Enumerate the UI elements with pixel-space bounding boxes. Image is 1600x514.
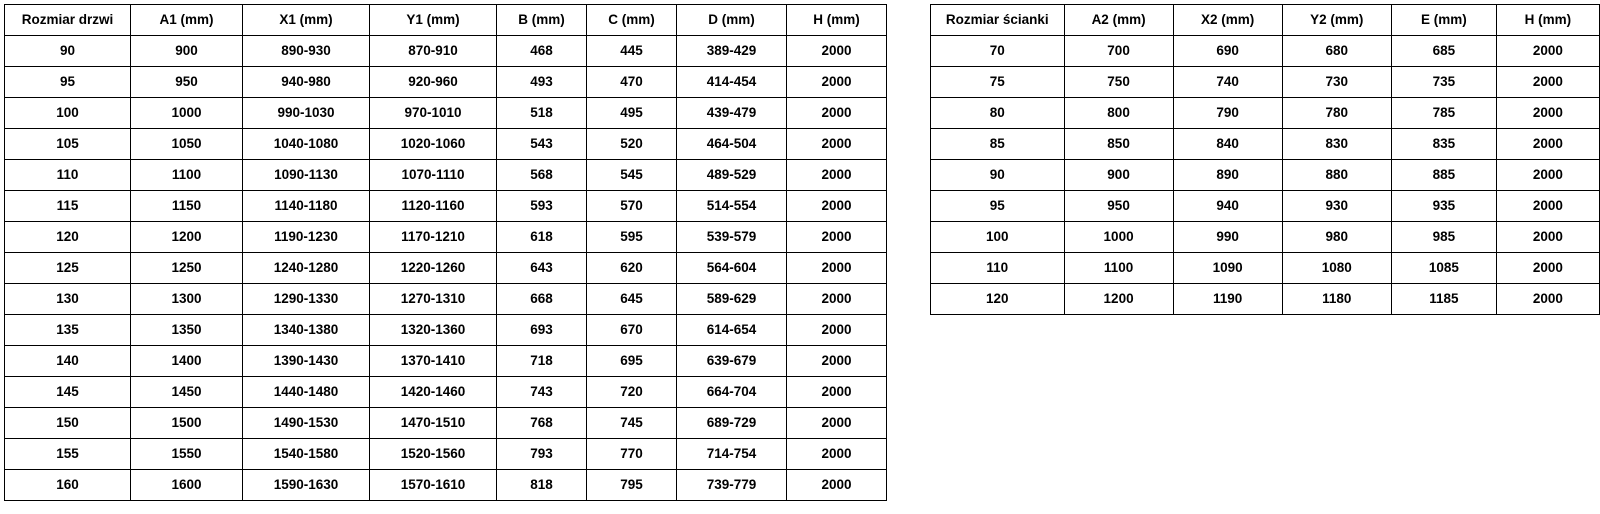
table-row [5, 315, 887, 346]
table-cell: 714-754 [677, 439, 787, 470]
column-header: Rozmiar drzwi [5, 5, 131, 36]
table-cell: 1085 [1391, 253, 1496, 284]
table-row [5, 36, 887, 67]
table-cell: 1490-1530 [243, 408, 370, 439]
table-cell: 100 [5, 98, 131, 129]
table-cell: 980 [1282, 222, 1391, 253]
table-cell: 990-1030 [243, 98, 370, 129]
table-row [5, 191, 887, 222]
table-cell: 414-454 [677, 67, 787, 98]
table-cell: 593 [497, 191, 587, 222]
table-cell: 2000 [787, 222, 887, 253]
table-cell: 1470-1510 [370, 408, 497, 439]
table-row [5, 408, 887, 439]
table-cell: 618 [497, 222, 587, 253]
table-cell: 1100 [1064, 253, 1173, 284]
table-cell: 2000 [1496, 98, 1599, 129]
table-cell: 125 [5, 253, 131, 284]
table-cell: 464-504 [677, 129, 787, 160]
table-cell: 870-910 [370, 36, 497, 67]
table-cell: 1250 [131, 253, 243, 284]
walls-table-body [931, 36, 1600, 315]
table-cell: 2000 [1496, 36, 1599, 67]
table-cell: 160 [5, 470, 131, 501]
table-row [931, 36, 1600, 67]
table-cell: 793 [497, 439, 587, 470]
table-cell: 1000 [1064, 222, 1173, 253]
table-cell: 2000 [787, 67, 887, 98]
table-cell: 589-629 [677, 284, 787, 315]
table-cell: 2000 [787, 315, 887, 346]
table-cell: 690 [1173, 36, 1282, 67]
table-row [5, 222, 887, 253]
table-cell: 2000 [1496, 67, 1599, 98]
table-cell: 1420-1460 [370, 377, 497, 408]
table-row [931, 222, 1600, 253]
table-row [5, 377, 887, 408]
table-cell: 664-704 [677, 377, 787, 408]
table-cell: 2000 [1496, 253, 1599, 284]
table-cell: 2000 [787, 160, 887, 191]
table-cell: 140 [5, 346, 131, 377]
table-cell: 545 [587, 160, 677, 191]
table-cell: 695 [587, 346, 677, 377]
table-cell: 468 [497, 36, 587, 67]
table-cell: 800 [1064, 98, 1173, 129]
table-cell: 680 [1282, 36, 1391, 67]
table-cell: 668 [497, 284, 587, 315]
table-cell: 840 [1173, 129, 1282, 160]
table-cell: 1185 [1391, 284, 1496, 315]
table-cell: 2000 [1496, 160, 1599, 191]
table-cell: 745 [587, 408, 677, 439]
table-cell: 1590-1630 [243, 470, 370, 501]
table-cell: 75 [931, 67, 1065, 98]
table-row [5, 470, 887, 501]
column-header: X1 (mm) [243, 5, 370, 36]
table-cell: 595 [587, 222, 677, 253]
table-cell: 514-554 [677, 191, 787, 222]
table-cell: 718 [497, 346, 587, 377]
table-cell: 495 [587, 98, 677, 129]
table-cell: 1020-1060 [370, 129, 497, 160]
table-row [5, 346, 887, 377]
table-cell: 770 [587, 439, 677, 470]
table-row [931, 129, 1600, 160]
table-cell: 970-1010 [370, 98, 497, 129]
table-cell: 2000 [787, 253, 887, 284]
table-cell: 80 [931, 98, 1065, 129]
table-cell: 880 [1282, 160, 1391, 191]
table-cell: 785 [1391, 98, 1496, 129]
table-cell: 750 [1064, 67, 1173, 98]
table-cell: 1070-1110 [370, 160, 497, 191]
doors-table-body [5, 36, 887, 501]
column-header: H (mm) [1496, 5, 1599, 36]
table-cell: 768 [497, 408, 587, 439]
column-header: B (mm) [497, 5, 587, 36]
table-cell: 935 [1391, 191, 1496, 222]
table-cell: 740 [1173, 67, 1282, 98]
table-cell: 1270-1310 [370, 284, 497, 315]
table-cell: 685 [1391, 36, 1496, 67]
table-cell: 85 [931, 129, 1065, 160]
table-cell: 940-980 [243, 67, 370, 98]
column-header: X2 (mm) [1173, 5, 1282, 36]
table-cell: 1350 [131, 315, 243, 346]
table-row [931, 253, 1600, 284]
table-cell: 1090-1130 [243, 160, 370, 191]
table-cell: 900 [1064, 160, 1173, 191]
table-cell: 1600 [131, 470, 243, 501]
table-cell: 120 [931, 284, 1065, 315]
table-cell: 614-654 [677, 315, 787, 346]
table-cell: 1090 [1173, 253, 1282, 284]
table-cell: 105 [5, 129, 131, 160]
table-cell: 1150 [131, 191, 243, 222]
table-cell: 1240-1280 [243, 253, 370, 284]
table-cell: 639-679 [677, 346, 787, 377]
table-cell: 735 [1391, 67, 1496, 98]
column-header: H (mm) [787, 5, 887, 36]
table-cell: 543 [497, 129, 587, 160]
table-cell: 1520-1560 [370, 439, 497, 470]
table-cell: 2000 [787, 129, 887, 160]
table-cell: 689-729 [677, 408, 787, 439]
table-row [931, 98, 1600, 129]
table-cell: 445 [587, 36, 677, 67]
table-header-row [931, 5, 1600, 36]
table-cell: 920-960 [370, 67, 497, 98]
table-cell: 90 [5, 36, 131, 67]
table-cell: 2000 [787, 439, 887, 470]
table-row [931, 67, 1600, 98]
table-cell: 110 [5, 160, 131, 191]
table-cell: 2000 [1496, 191, 1599, 222]
table-cell: 720 [587, 377, 677, 408]
table-cell: 115 [5, 191, 131, 222]
table-cell: 564-604 [677, 253, 787, 284]
table-cell: 1190-1230 [243, 222, 370, 253]
table-row [931, 284, 1600, 315]
table-cell: 130 [5, 284, 131, 315]
table-cell: 1290-1330 [243, 284, 370, 315]
table-row [5, 439, 887, 470]
table-cell: 818 [497, 470, 587, 501]
column-header: A1 (mm) [131, 5, 243, 36]
table-cell: 1400 [131, 346, 243, 377]
table-cell: 2000 [787, 346, 887, 377]
table-cell: 2000 [1496, 222, 1599, 253]
table-cell: 150 [5, 408, 131, 439]
table-cell: 110 [931, 253, 1065, 284]
table-cell: 950 [131, 67, 243, 98]
table-cell: 1180 [1282, 284, 1391, 315]
table-cell: 643 [497, 253, 587, 284]
table-cell: 693 [497, 315, 587, 346]
table-cell: 1120-1160 [370, 191, 497, 222]
table-cell: 850 [1064, 129, 1173, 160]
walls-dimensions-table [930, 4, 1600, 315]
table-cell: 2000 [787, 470, 887, 501]
table-cell: 780 [1282, 98, 1391, 129]
table-cell: 1340-1380 [243, 315, 370, 346]
table-cell: 790 [1173, 98, 1282, 129]
doors-dimensions-table [4, 4, 887, 501]
table-cell: 1540-1580 [243, 439, 370, 470]
table-cell: 2000 [787, 98, 887, 129]
table-cell: 1440-1480 [243, 377, 370, 408]
table-cell: 95 [931, 191, 1065, 222]
table-cell: 730 [1282, 67, 1391, 98]
table-row [931, 191, 1600, 222]
column-header: A2 (mm) [1064, 5, 1173, 36]
table-row [931, 160, 1600, 191]
table-cell: 950 [1064, 191, 1173, 222]
table-cell: 1200 [1064, 284, 1173, 315]
table-cell: 1080 [1282, 253, 1391, 284]
table-row [5, 67, 887, 98]
table-header-row [5, 5, 887, 36]
table-cell: 743 [497, 377, 587, 408]
table-row [5, 160, 887, 191]
table-cell: 900 [131, 36, 243, 67]
table-cell: 1170-1210 [370, 222, 497, 253]
table-cell: 1370-1410 [370, 346, 497, 377]
table-cell: 940 [1173, 191, 1282, 222]
table-cell: 1040-1080 [243, 129, 370, 160]
table-cell: 439-479 [677, 98, 787, 129]
table-cell: 830 [1282, 129, 1391, 160]
table-cell: 518 [497, 98, 587, 129]
table-cell: 1000 [131, 98, 243, 129]
column-header: Rozmiar ścianki [931, 5, 1065, 36]
table-cell: 739-779 [677, 470, 787, 501]
column-header: D (mm) [677, 5, 787, 36]
table-cell: 1140-1180 [243, 191, 370, 222]
table-cell: 1220-1260 [370, 253, 497, 284]
table-cell: 2000 [787, 408, 887, 439]
table-cell: 2000 [787, 36, 887, 67]
table-cell: 1390-1430 [243, 346, 370, 377]
table-cell: 990 [1173, 222, 1282, 253]
table-cell: 890-930 [243, 36, 370, 67]
table-cell: 1450 [131, 377, 243, 408]
table-cell: 1550 [131, 439, 243, 470]
table-cell: 489-529 [677, 160, 787, 191]
table-cell: 70 [931, 36, 1065, 67]
table-cell: 700 [1064, 36, 1173, 67]
table-cell: 835 [1391, 129, 1496, 160]
table-cell: 985 [1391, 222, 1496, 253]
table-cell: 90 [931, 160, 1065, 191]
column-header: Y2 (mm) [1282, 5, 1391, 36]
table-cell: 620 [587, 253, 677, 284]
column-header: Y1 (mm) [370, 5, 497, 36]
table-cell: 930 [1282, 191, 1391, 222]
table-cell: 389-429 [677, 36, 787, 67]
table-cell: 120 [5, 222, 131, 253]
walls-table-header [931, 5, 1600, 36]
table-cell: 890 [1173, 160, 1282, 191]
table-cell: 645 [587, 284, 677, 315]
doors-dimensions-table-container [4, 4, 887, 501]
table-cell: 155 [5, 439, 131, 470]
table-cell: 795 [587, 470, 677, 501]
table-cell: 1570-1610 [370, 470, 497, 501]
table-cell: 570 [587, 191, 677, 222]
table-cell: 493 [497, 67, 587, 98]
table-cell: 100 [931, 222, 1065, 253]
table-cell: 1300 [131, 284, 243, 315]
table-cell: 95 [5, 67, 131, 98]
table-cell: 539-579 [677, 222, 787, 253]
table-cell: 2000 [1496, 284, 1599, 315]
table-row [5, 253, 887, 284]
table-cell: 670 [587, 315, 677, 346]
doors-table-header [5, 5, 887, 36]
table-row [5, 284, 887, 315]
table-cell: 1050 [131, 129, 243, 160]
column-header: E (mm) [1391, 5, 1496, 36]
table-cell: 885 [1391, 160, 1496, 191]
table-cell: 1100 [131, 160, 243, 191]
table-cell: 2000 [1496, 129, 1599, 160]
table-row [5, 129, 887, 160]
table-cell: 2000 [787, 377, 887, 408]
table-cell: 2000 [787, 284, 887, 315]
table-cell: 568 [497, 160, 587, 191]
table-cell: 2000 [787, 191, 887, 222]
table-cell: 1200 [131, 222, 243, 253]
table-cell: 520 [587, 129, 677, 160]
table-cell: 135 [5, 315, 131, 346]
column-header: C (mm) [587, 5, 677, 36]
table-cell: 470 [587, 67, 677, 98]
walls-dimensions-table-container [930, 4, 1600, 315]
table-row [5, 98, 887, 129]
table-cell: 1190 [1173, 284, 1282, 315]
table-cell: 1320-1360 [370, 315, 497, 346]
table-cell: 145 [5, 377, 131, 408]
table-cell: 1500 [131, 408, 243, 439]
